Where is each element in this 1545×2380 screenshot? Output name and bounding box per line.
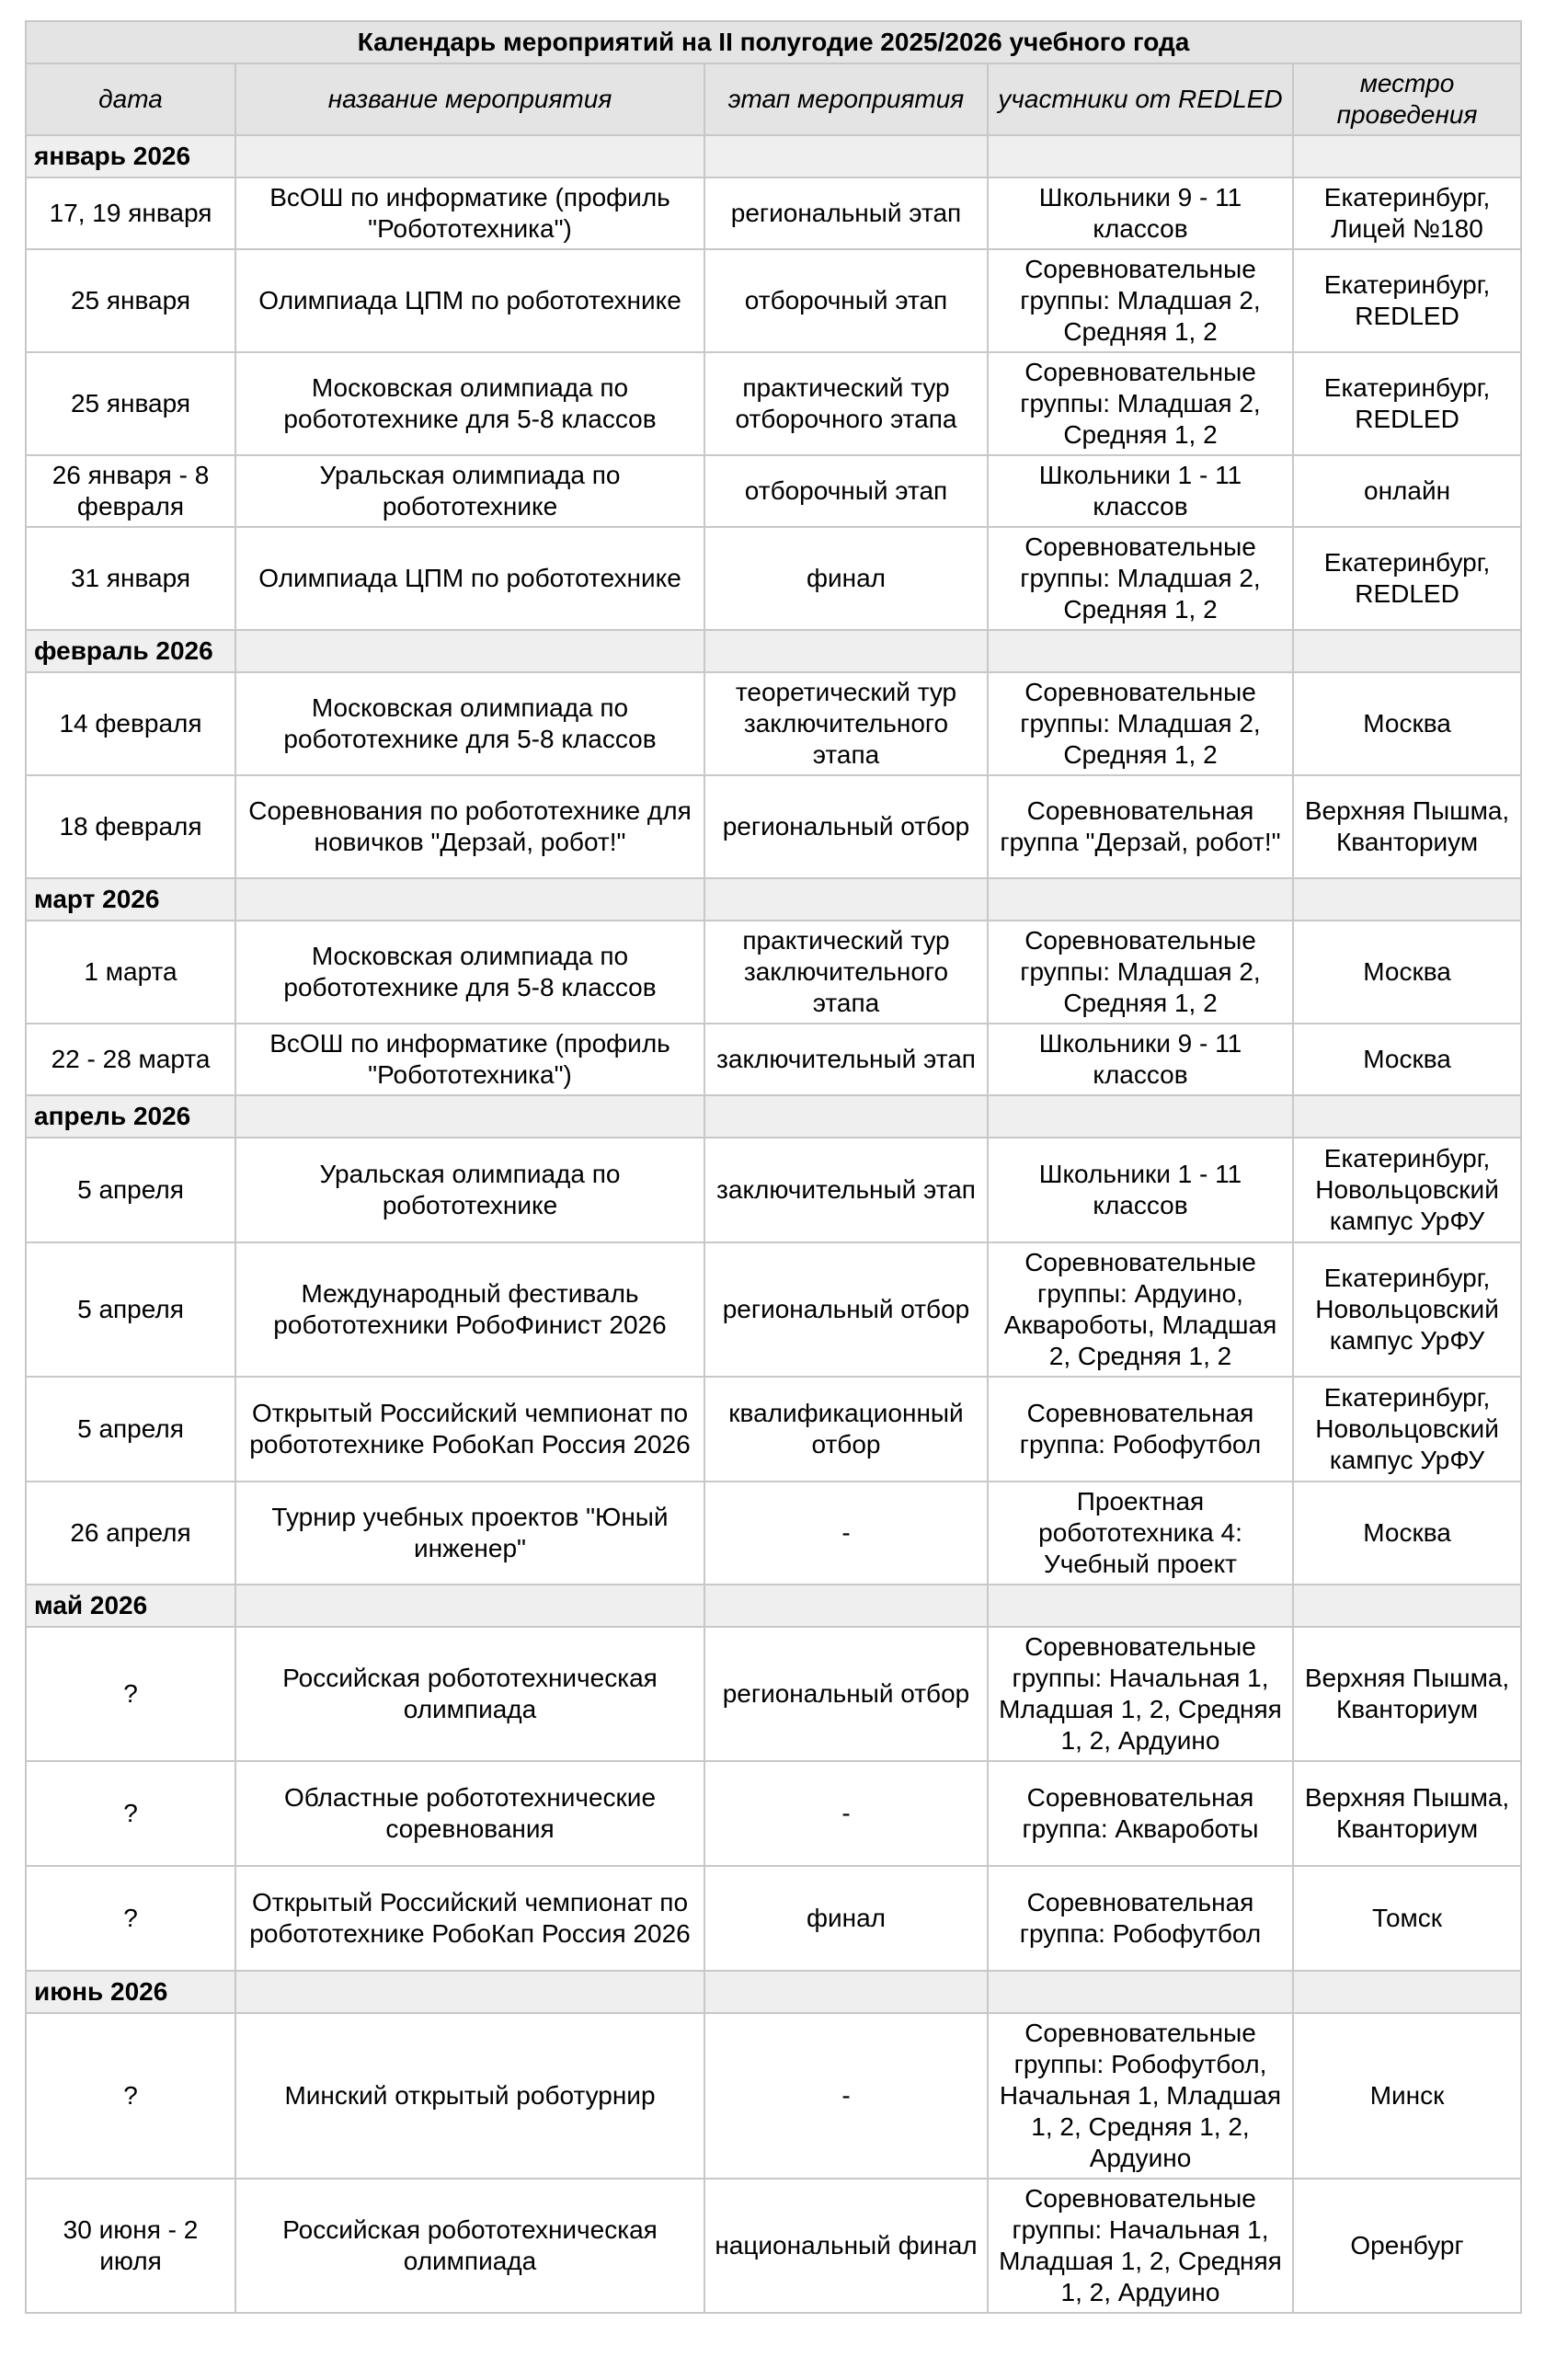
event-row: [26, 455, 1521, 527]
month-row: [26, 630, 1521, 672]
event-stage: финал: [704, 527, 988, 630]
event-place: Оренбург: [1293, 2179, 1521, 2313]
column-header-date: дата: [26, 63, 235, 135]
month-row: [26, 878, 1521, 921]
event-stage: региональный отбор: [704, 1242, 988, 1377]
event-name: Областные робототехнические соревнования: [235, 1761, 704, 1866]
column-header-stage: этап мероприятия: [704, 63, 988, 135]
event-stage: -: [704, 1482, 988, 1585]
event-stage: национальный финал: [704, 2179, 988, 2313]
event-participants: Школьники 9 - 11 классов: [988, 1024, 1293, 1095]
event-row: [26, 775, 1521, 878]
event-place: Верхняя Пышма, Кванториум: [1293, 775, 1521, 878]
event-stage: практический тур заключительного этапа: [704, 921, 988, 1024]
event-stage: региональный отбор: [704, 775, 988, 878]
event-name: Соревнования по робототехнике для новичков "Дерзай, робот!": [235, 775, 704, 878]
event-name: Турнир учебных проектов "Юный инженер": [235, 1482, 704, 1585]
event-row: [26, 921, 1521, 1024]
event-row: [26, 1627, 1521, 1761]
month-label: январь 2026: [26, 135, 235, 177]
event-participants: Соревновательные группы: Младшая 2, Средняя 1, 2: [988, 249, 1293, 352]
month-label: февраль 2026: [26, 630, 235, 672]
event-place: Екатеринбург, Новольцовский кампус УрФУ: [1293, 1377, 1521, 1482]
event-participants: Школьники 1 - 11 классов: [988, 1138, 1293, 1242]
event-participants: Соревновательная группа "Дерзай, робот!": [988, 775, 1293, 878]
event-participants: Соревновательные группы: Младшая 2, Средняя 1, 2: [988, 527, 1293, 630]
event-row: [26, 2179, 1521, 2313]
event-name: Московская олимпиада по робототехнике для 5-8 классов: [235, 672, 704, 775]
event-date: 5 апреля: [26, 1377, 235, 1482]
month-label: май 2026: [26, 1585, 235, 1627]
month-label: март 2026: [26, 878, 235, 921]
event-date: 26 апреля: [26, 1482, 235, 1585]
event-name: Открытый Российский чемпионат по робототехнике РобоКап Россия 2026: [235, 1866, 704, 1971]
event-place: Москва: [1293, 1024, 1521, 1095]
event-stage: -: [704, 2013, 988, 2179]
event-row: [26, 352, 1521, 455]
event-stage: финал: [704, 1866, 988, 1971]
event-date: 31 января: [26, 527, 235, 630]
event-name: ВсОШ по информатике (профиль "Робототехника"): [235, 1024, 704, 1095]
event-participants: Соревновательная группа: Аквароботы: [988, 1761, 1293, 1866]
event-row: [26, 249, 1521, 352]
event-row: [26, 1866, 1521, 1971]
event-participants: Соревновательная группа: Робофутбол: [988, 1866, 1293, 1971]
event-stage: заключительный этап: [704, 1024, 988, 1095]
event-stage: региональный отбор: [704, 1627, 988, 1761]
event-row: [26, 1377, 1521, 1482]
event-stage: теоретический тур заключительного этапа: [704, 672, 988, 775]
event-stage: квалификационный отбор: [704, 1377, 988, 1482]
event-date: 30 июня - 2 июля: [26, 2179, 235, 2313]
event-place: Минск: [1293, 2013, 1521, 2179]
event-name: Открытый Российский чемпионат по робототехнике РобоКап Россия 2026: [235, 1377, 704, 1482]
event-name: Олимпиада ЦПМ по робототехнике: [235, 527, 704, 630]
event-row: [26, 2013, 1521, 2179]
column-header-name: название мероприятия: [235, 63, 704, 135]
event-row: [26, 1242, 1521, 1377]
table-title: Календарь мероприятий на II полугодие 2025/2026 учебного года: [26, 21, 1521, 63]
column-header-participants: участники от REDLED: [988, 63, 1293, 135]
event-participants: Соревновательные группы: Начальная 1, Младшая 1, 2, Средняя 1, 2, Ардуино: [988, 1627, 1293, 1761]
event-date: 1 марта: [26, 921, 235, 1024]
event-date: 17, 19 января: [26, 177, 235, 249]
event-place: Екатеринбург, Новольцовский кампус УрФУ: [1293, 1138, 1521, 1242]
event-participants: Школьники 9 - 11 классов: [988, 177, 1293, 249]
event-name: Российская робототехническая олимпиада: [235, 2179, 704, 2313]
event-date: 18 февраля: [26, 775, 235, 878]
event-participants: Соревновательная группа: Робофутбол: [988, 1377, 1293, 1482]
event-place: Верхняя Пышма, Кванториум: [1293, 1627, 1521, 1761]
event-place: Екатеринбург, REDLED: [1293, 249, 1521, 352]
event-date: ?: [26, 1866, 235, 1971]
event-stage: отборочный этап: [704, 249, 988, 352]
event-stage: отборочный этап: [704, 455, 988, 527]
event-date: ?: [26, 1627, 235, 1761]
event-date: 14 февраля: [26, 672, 235, 775]
event-participants: Соревновательные группы: Робофутбол, Начальная 1, Младшая 1, 2, Средняя 1, 2, Ардуино: [988, 2013, 1293, 2179]
event-stage: заключительный этап: [704, 1138, 988, 1242]
events-calendar: [25, 20, 1520, 2314]
event-row: [26, 177, 1521, 249]
event-row: [26, 1761, 1521, 1866]
header-row: [26, 63, 1521, 135]
event-place: Москва: [1293, 672, 1521, 775]
event-participants: Соревновательные группы: Младшая 2, Средняя 1, 2: [988, 672, 1293, 775]
event-place: Москва: [1293, 1482, 1521, 1585]
event-name: Уральская олимпиада по робототехнике: [235, 1138, 704, 1242]
event-date: 5 апреля: [26, 1138, 235, 1242]
event-participants: Соревновательные группы: Младшая 2, Средняя 1, 2: [988, 921, 1293, 1024]
event-place: Екатеринбург, Лицей №180: [1293, 177, 1521, 249]
event-name: Олимпиада ЦПМ по робототехнике: [235, 249, 704, 352]
event-date: 26 января - 8 февраля: [26, 455, 235, 527]
column-header-place: местро проведения: [1293, 63, 1521, 135]
event-row: [26, 672, 1521, 775]
event-name: Московская олимпиада по робототехнике для 5-8 классов: [235, 352, 704, 455]
event-place: Екатеринбург, Новольцовский кампус УрФУ: [1293, 1242, 1521, 1377]
event-name: Уральская олимпиада по робототехнике: [235, 455, 704, 527]
event-participants: Соревновательные группы: Младшая 2, Средняя 1, 2: [988, 352, 1293, 455]
event-row: [26, 527, 1521, 630]
event-participants: Школьники 1 - 11 классов: [988, 455, 1293, 527]
event-name: Московская олимпиада по робототехнике для 5-8 классов: [235, 921, 704, 1024]
month-label: июнь 2026: [26, 1971, 235, 2013]
event-date: 22 - 28 марта: [26, 1024, 235, 1095]
event-date: 25 января: [26, 249, 235, 352]
event-place: Екатеринбург, REDLED: [1293, 527, 1521, 630]
events-table: [25, 20, 1522, 2314]
event-place: Верхняя Пышма, Кванториум: [1293, 1761, 1521, 1866]
event-participants: Соревновательные группы: Начальная 1, Младшая 1, 2, Средняя 1, 2, Ардуино: [988, 2179, 1293, 2313]
event-participants: Соревновательные группы: Ардуино, Аквароботы, Младшая 2, Средняя 1, 2: [988, 1242, 1293, 1377]
month-row: [26, 1095, 1521, 1138]
event-date: 25 января: [26, 352, 235, 455]
event-place: Томск: [1293, 1866, 1521, 1971]
month-row: [26, 1585, 1521, 1627]
event-row: [26, 1482, 1521, 1585]
event-name: Международный фестиваль робототехники РобоФинист 2026: [235, 1242, 704, 1377]
event-participants: Проектная робототехника 4: Учебный проект: [988, 1482, 1293, 1585]
event-date: ?: [26, 1761, 235, 1866]
event-stage: практический тур отборочного этапа: [704, 352, 988, 455]
event-place: онлайн: [1293, 455, 1521, 527]
month-label: апрель 2026: [26, 1095, 235, 1138]
event-name: Минский открытый роботурнир: [235, 2013, 704, 2179]
event-date: ?: [26, 2013, 235, 2179]
event-date: 5 апреля: [26, 1242, 235, 1377]
month-row: [26, 135, 1521, 177]
event-row: [26, 1024, 1521, 1095]
event-name: Российская робототехническая олимпиада: [235, 1627, 704, 1761]
event-place: Екатеринбург, REDLED: [1293, 352, 1521, 455]
event-place: Москва: [1293, 921, 1521, 1024]
event-stage: региональный этап: [704, 177, 988, 249]
event-stage: -: [704, 1761, 988, 1866]
event-row: [26, 1138, 1521, 1242]
event-name: ВсОШ по информатике (профиль "Робототехника"): [235, 177, 704, 249]
month-row: [26, 1971, 1521, 2013]
